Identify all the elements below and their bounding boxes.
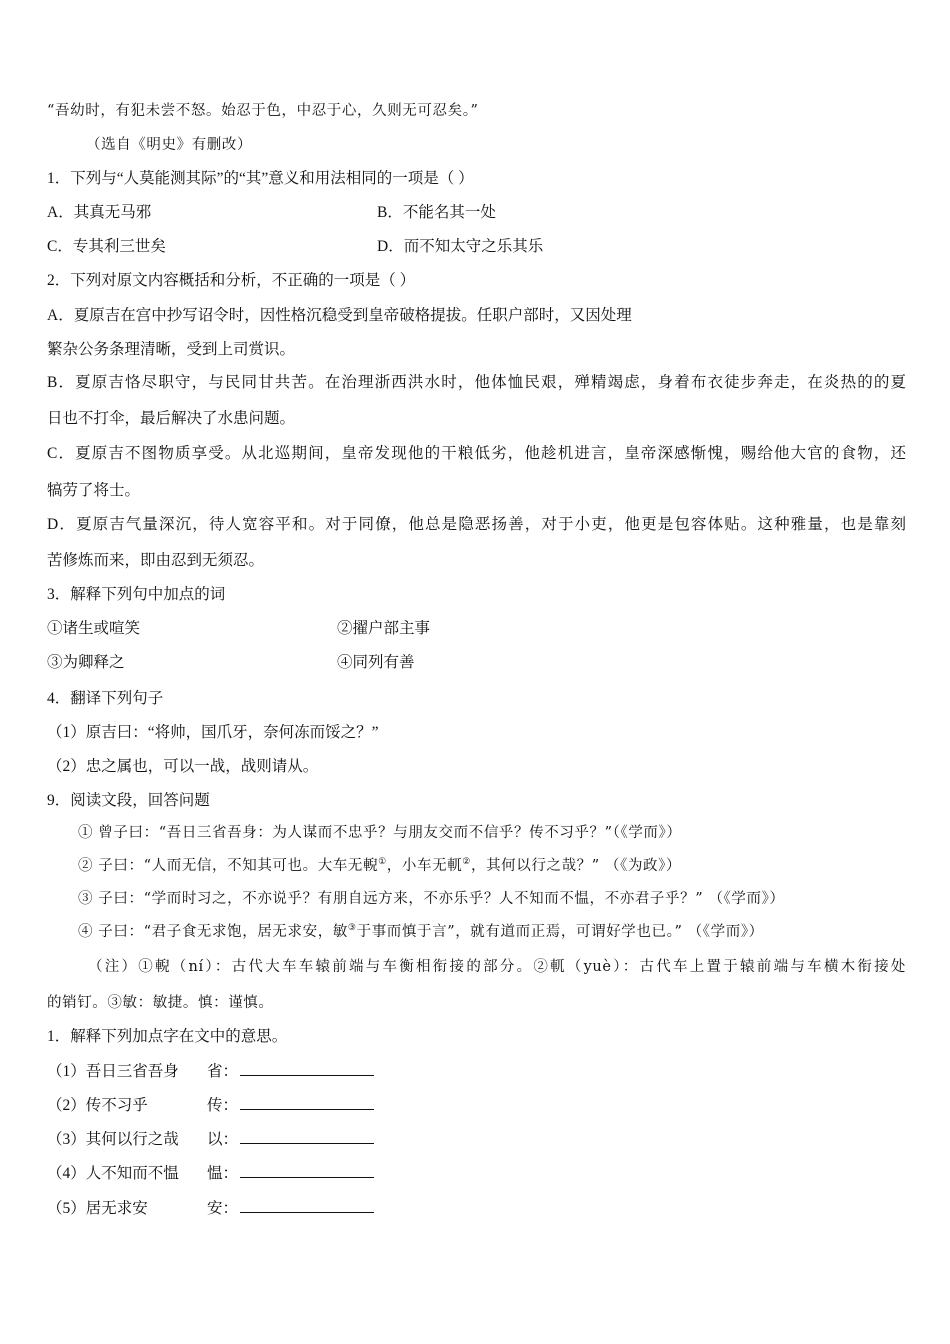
q9-passage-4 xyxy=(78,922,906,942)
q1-option-b: B．不能名其一处 xyxy=(377,204,496,221)
q2-option-d-line1: D．夏原吉气量深沉，待人宽容平和。对于同僚，他总是隐恶扬善，对于小吏，他更是包容体贴。这种雅量，也是靠刻 xyxy=(47,516,906,533)
classical-quote: “吾幼时，有犯未尝不怒。始忍于色，中忍于心，久则无可忍矣。” xyxy=(47,103,479,119)
q2-option-a-line2: 繁杂公务条理清晰，受到上司赏识。 xyxy=(47,341,296,358)
q1-option-c: C．专其利三世矣 xyxy=(47,238,166,255)
q2-option-c-line1: C．夏原吉不图物质享受。从北巡期间，皇帝发现他的干粮低劣，他趁机进言，皇帝深感惭愧，赐给他大官的食物，还 xyxy=(47,445,906,462)
q4-sentence-2: （2）忠之属也，可以一战，战则请从。 xyxy=(47,758,319,775)
q9-passage-4-part-a: ④ 子曰：“君子食无求饱，居无求安，敏 xyxy=(78,924,348,940)
answer-blank-5[interactable] xyxy=(240,1198,374,1213)
answer-blank-3[interactable] xyxy=(240,1129,374,1144)
answer-blank-4[interactable] xyxy=(240,1163,374,1178)
q4-stem: 4．翻译下列句子 xyxy=(47,690,164,707)
q2-option-a-line1: A．夏原吉在宫中抄写诏令时，因性格沉稳受到皇帝破格提拔。任职户部时，又因处理 xyxy=(47,307,632,324)
fill-item-4-text: （4）人不知而不愠 xyxy=(47,1165,179,1182)
q3-item-1: ①诸生或喧笑 xyxy=(47,620,141,637)
q9-passage-2-part-c: ，其何以行之哉？” （《为政》） xyxy=(470,858,682,874)
q9-passage-2 xyxy=(78,856,906,876)
q1-option-d: D．而不知太守之乐其乐 xyxy=(377,238,544,255)
fill-item-1-key: 省： xyxy=(207,1063,239,1080)
fill-item-4 xyxy=(47,1163,906,1184)
q2-stem: 2．下列对原文内容概括和分析，不正确的一项是（ ） xyxy=(47,272,416,289)
answer-blank-2[interactable] xyxy=(240,1095,374,1110)
fill-item-5-text: （5）居无求安 xyxy=(47,1200,148,1217)
fill-item-2-text: （2）传不习乎 xyxy=(47,1097,148,1114)
q9-passage-2-part-a: ② 子曰：“人而无信，不知其可也。大车无輗 xyxy=(78,858,379,874)
q9-passage-4-part-b: 于事而慎于言”，就有道而正焉，可谓好学也已。” （《学而》） xyxy=(356,924,764,940)
fill-item-5-key: 安： xyxy=(207,1200,239,1217)
q2-option-d-line2: 苦修炼而来，即由忍到无须忍。 xyxy=(47,552,265,569)
q9-passage-2-part-b: ，小车无軏 xyxy=(386,858,463,874)
fill-item-3 xyxy=(47,1129,906,1150)
q1-stem: 1．下列与“人莫能测其际”的“其”意义和用法相同的一项是（ ） xyxy=(47,170,474,187)
q2-option-b-line2: 日也不打伞，最后解决了水患问题。 xyxy=(47,410,296,427)
q1-options-row2 xyxy=(47,237,906,257)
classical-source: （选自《明史》有删改） xyxy=(86,137,253,153)
fill-item-4-key: 愠： xyxy=(207,1165,239,1182)
footnote-marker-3: ③ xyxy=(347,923,357,933)
q9-stem: 9．阅读文段，回答问题 xyxy=(47,792,210,809)
fill-item-1-text: （1）吾日三省吾身 xyxy=(47,1063,179,1080)
q9-note-line2: 的销钉。③敏：敏捷。慎：谨慎。 xyxy=(47,995,274,1011)
fill-item-5 xyxy=(47,1198,906,1219)
sub1-stem: 1．解释下列加点字在文中的意思。 xyxy=(47,1028,288,1045)
q9-passage-3: ③ 子曰：“学而时习之，不亦说乎？有朋自远方来，不亦乐乎？人不知而不愠，不亦君子乎？” （《学而》） xyxy=(78,891,785,907)
q3-item-3: ③为卿释之 xyxy=(47,654,125,671)
q9-note-line1: （注）①輗（ní）：古代大车车辕前端与车衡相衔接的部分。②軏（yuè）：古代车上置于辕前端与车横木衔接处 xyxy=(88,959,906,975)
q1-option-a: A．其真无马邪 xyxy=(47,204,152,221)
q3-item-2: ②擢户部主事 xyxy=(337,620,431,637)
q4-sentence-1: （1）原吉曰：“将帅，国爪牙，奈何冻而馁之？” xyxy=(47,724,379,741)
q1-options-row1 xyxy=(47,203,906,223)
footnote-marker-1: ① xyxy=(378,857,387,867)
fill-item-2-key: 传： xyxy=(207,1097,239,1114)
q2-option-b-line1: B．夏原吉恪尽职守，与民同甘共苦。在治理浙西洪水时，他体恤民艰，殚精竭虑，身着布衣徒步奔走，在炎热的的夏 xyxy=(47,374,906,391)
q3-row1 xyxy=(47,619,906,639)
footnote-marker-2: ② xyxy=(462,857,471,867)
q3-row2 xyxy=(47,653,906,673)
q3-stem: 3．解释下列句中加点的词 xyxy=(47,586,226,603)
q9-passage-1: ① 曾子曰：“吾日三省吾身：为人谋而不忠乎？与朋友交而不信乎？传不习乎？”（《学而》） xyxy=(78,825,682,841)
fill-item-2 xyxy=(47,1095,906,1116)
q3-item-4: ④同列有善 xyxy=(337,654,415,671)
fill-item-1 xyxy=(47,1061,906,1082)
answer-blank-1[interactable] xyxy=(240,1061,374,1076)
fill-item-3-key: 以： xyxy=(207,1131,239,1148)
fill-item-3-text: （3）其何以行之哉 xyxy=(47,1131,179,1148)
q2-option-c-line2: 犒劳了将士。 xyxy=(47,482,141,499)
